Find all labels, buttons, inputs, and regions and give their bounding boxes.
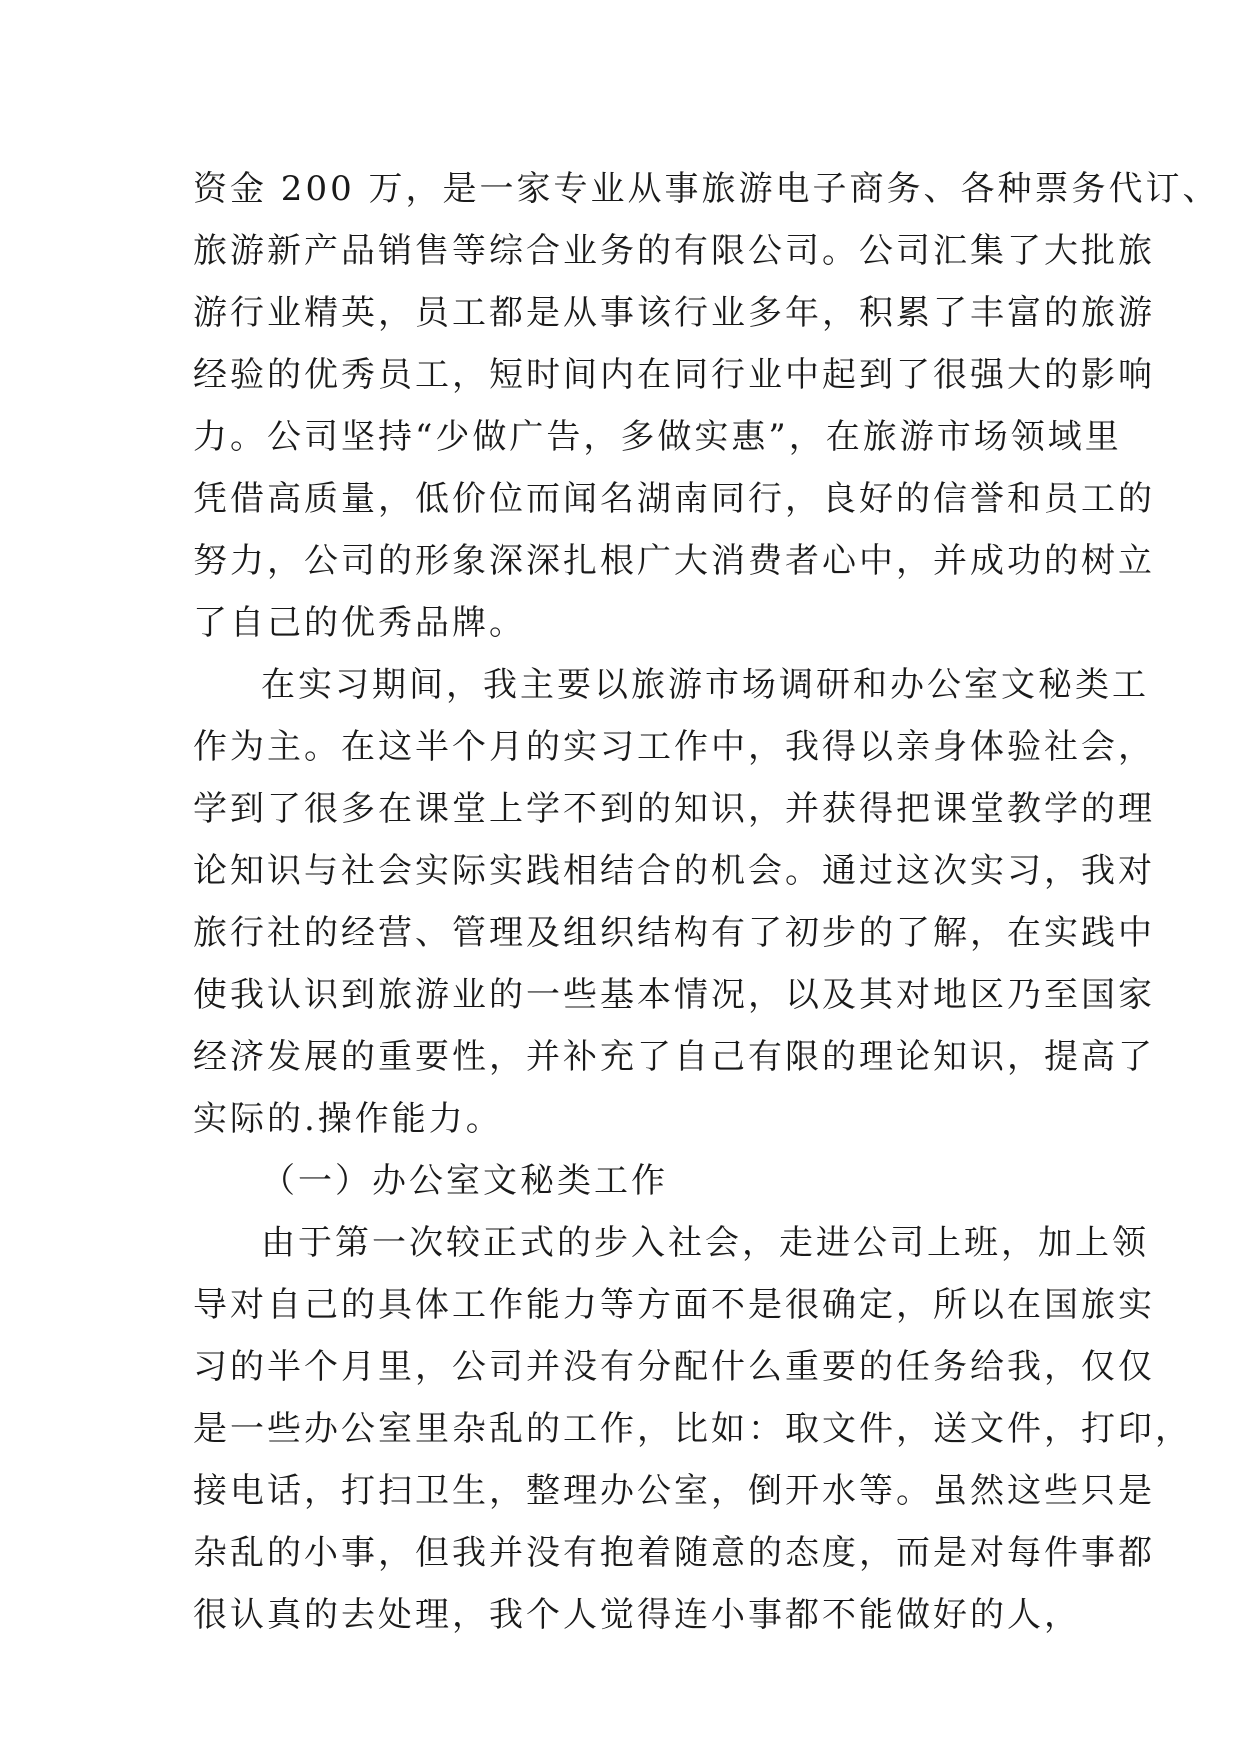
text-line: 接电话，打扫卫生，整理办公室，倒开水等。虽然这些只是: [193, 1471, 1155, 1511]
paragraph-start-line: 在实习期间，我主要以旅游市场调研和办公室文秘类工: [261, 665, 1149, 705]
text-line: 经验的优秀员工，短时间内在同行业中起到了很强大的影响: [193, 355, 1155, 395]
text-line: 了自己的优秀品牌。: [193, 603, 526, 643]
text-line: 经济发展的重要性，并补充了自己有限的理论知识，提高了: [193, 1037, 1155, 1077]
text-line: 游行业精英，员工都是从事该行业多年，积累了丰富的旅游: [193, 293, 1155, 333]
text-line: 导对自己的具体工作能力等方面不是很确定，所以在国旅实: [193, 1285, 1155, 1325]
text-line: 资金 200 万，是一家专业从事旅游电子商务、各种票务代订、: [193, 169, 1220, 209]
text-line: 作为主。在这半个月的实习工作中，我得以亲身体验社会，: [193, 727, 1155, 767]
section-heading: （一）办公室文秘类工作: [261, 1161, 668, 1201]
text-line: 实际的.操作能力。: [193, 1099, 503, 1139]
text-line: 很认真的去处理，我个人觉得连小事都不能做好的人，: [193, 1595, 1081, 1635]
text-line: 旅游新产品销售等综合业务的有限公司。公司汇集了大批旅: [193, 231, 1155, 271]
text-line: 杂乱的小事，但我并没有抱着随意的态度，而是对每件事都: [193, 1533, 1155, 1573]
text-line: 学到了很多在课堂上学不到的知识，并获得把课堂教学的理: [193, 789, 1155, 829]
paragraph-start-line: 由于第一次较正式的步入社会，走进公司上班，加上领: [261, 1223, 1149, 1263]
document-body: [193, 158, 1220, 1646]
text-line: 使我认识到旅游业的一些基本情况，以及其对地区乃至国家: [193, 975, 1155, 1015]
text-line: 旅行社的经营、管理及组织结构有了初步的了解，在实践中: [193, 913, 1155, 953]
text-line: 习的半个月里，公司并没有分配什么重要的任务给我，仅仅: [193, 1347, 1155, 1387]
text-line: 论知识与社会实际实践相结合的机会。通过这次实习，我对: [193, 851, 1155, 891]
text-line: 力。公司坚持“少做广告，多做实惠”，在旅游市场领域里: [193, 417, 1122, 457]
text-line: 是一些办公室里杂乱的工作，比如：取文件，送文件，打印，: [193, 1409, 1192, 1449]
text-line: 努力，公司的形象深深扎根广大消费者心中，并成功的树立: [193, 541, 1155, 581]
text-line: 凭借高质量，低价位而闻名湖南同行，良好的信誉和员工的: [193, 479, 1155, 519]
